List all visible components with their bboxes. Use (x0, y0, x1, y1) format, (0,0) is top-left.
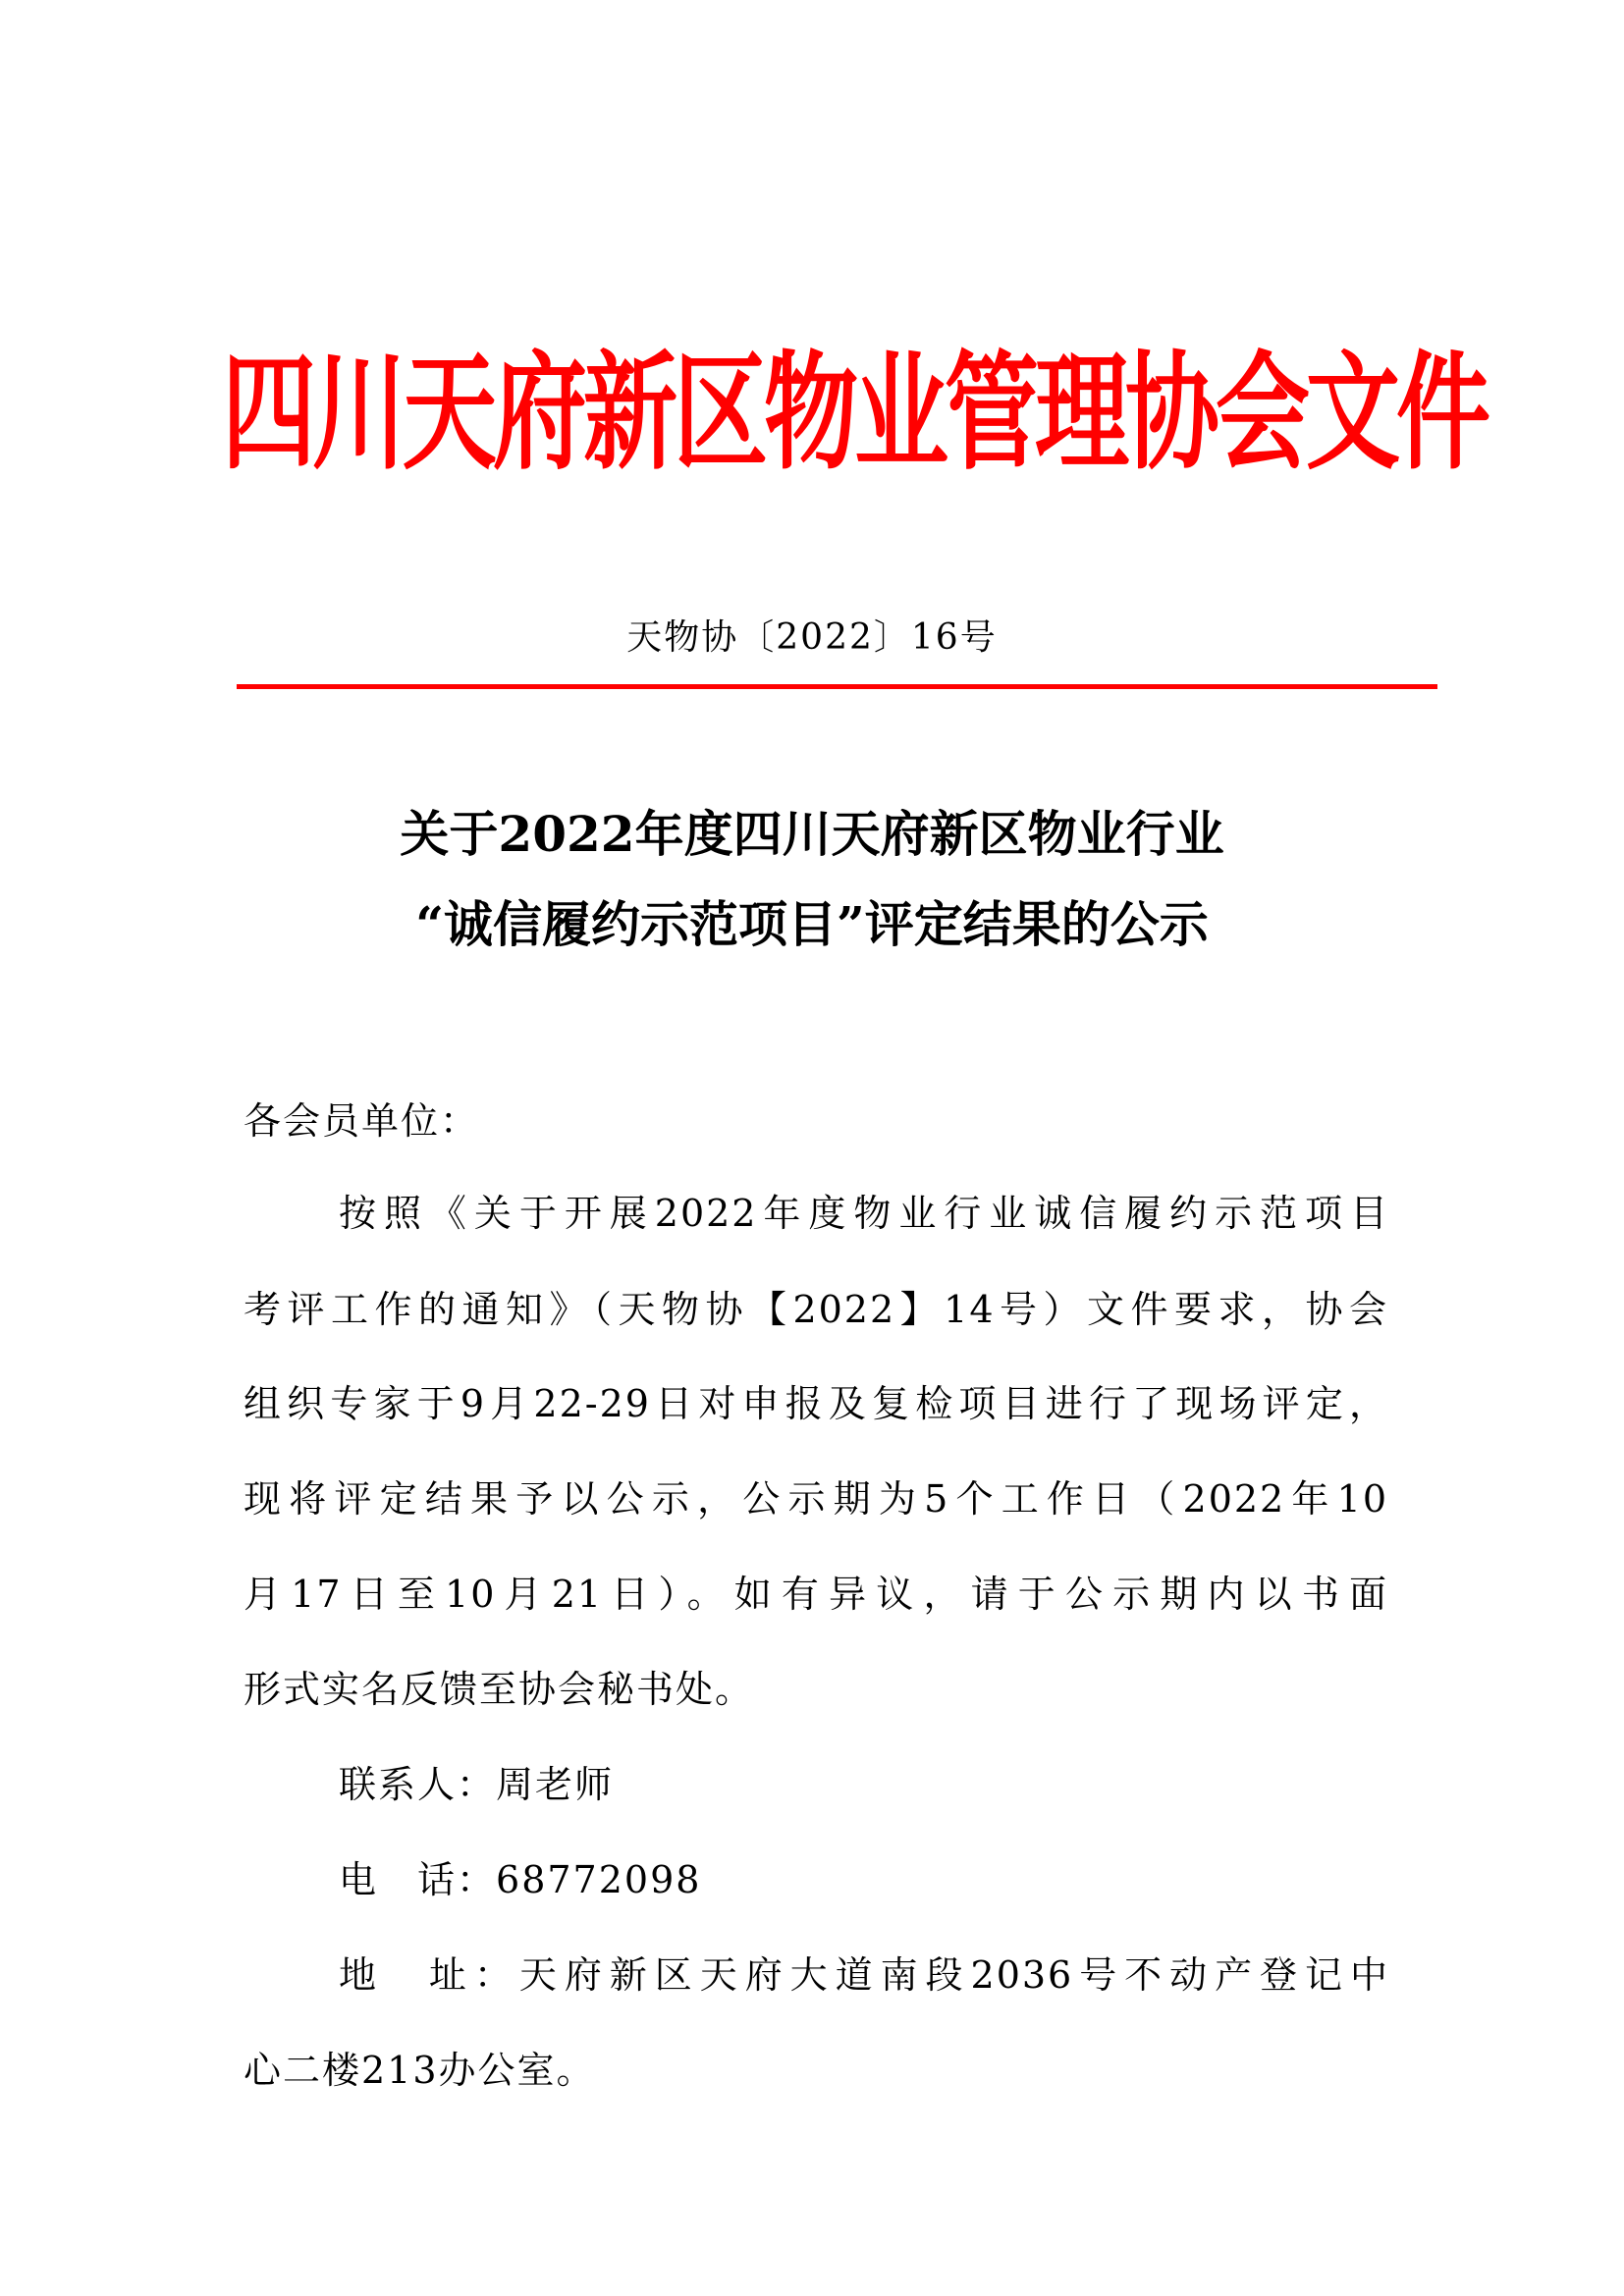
paragraph-line: 考评工作的通知》（天物协【2022】14号）文件要求，协会 (244, 1288, 1388, 1331)
contact-address (339, 1951, 1389, 1999)
notice-title-line-1: 关于2022年度四川天府新区物业行业 (400, 805, 1224, 863)
contact-address-label: 地 址： (339, 1953, 519, 1997)
contact-address-line-2: 心二楼213办公室。 (244, 2049, 596, 2092)
paragraph-line: 形式实名反馈至协会秘书处。 (244, 1668, 755, 1711)
red-divider-line (237, 684, 1437, 689)
masthead-title: 四川天府新区物业管理协会文件 (222, 337, 1487, 487)
contact-person-label: 联系人： (339, 1763, 497, 1806)
paragraph-line: 按照《关于开展2022年度物业行业诚信履约示范项目 (339, 1192, 1389, 1235)
contact-person-value: 周老师 (496, 1763, 615, 1806)
contact-phone-label: 电 话： (339, 1858, 497, 1901)
contact-phone-value: 68772098 (496, 1858, 702, 1901)
contact-person (339, 1761, 1389, 1808)
paragraph-line: 月17日至10月21日）。如有异议，请于公示期内以书面 (244, 1573, 1388, 1616)
salutation: 各会员单位： (244, 1099, 480, 1143)
contact-address-line-1: 天府新区天府大道南段2036号不动产登记中 (518, 1953, 1389, 1997)
document-number: 天物协〔2022〕16号 (626, 617, 998, 658)
notice-title-line-2: “诚信履约示范项目”评定结果的公示 (415, 895, 1209, 953)
paragraph-line: 现将评定结果予以公示，公示期为5个工作日（2022年10 (244, 1477, 1388, 1521)
paragraph-line: 组织专家于9月22-29日对申报及复检项目进行了现场评定， (244, 1382, 1388, 1425)
contact-phone (339, 1856, 1389, 1903)
